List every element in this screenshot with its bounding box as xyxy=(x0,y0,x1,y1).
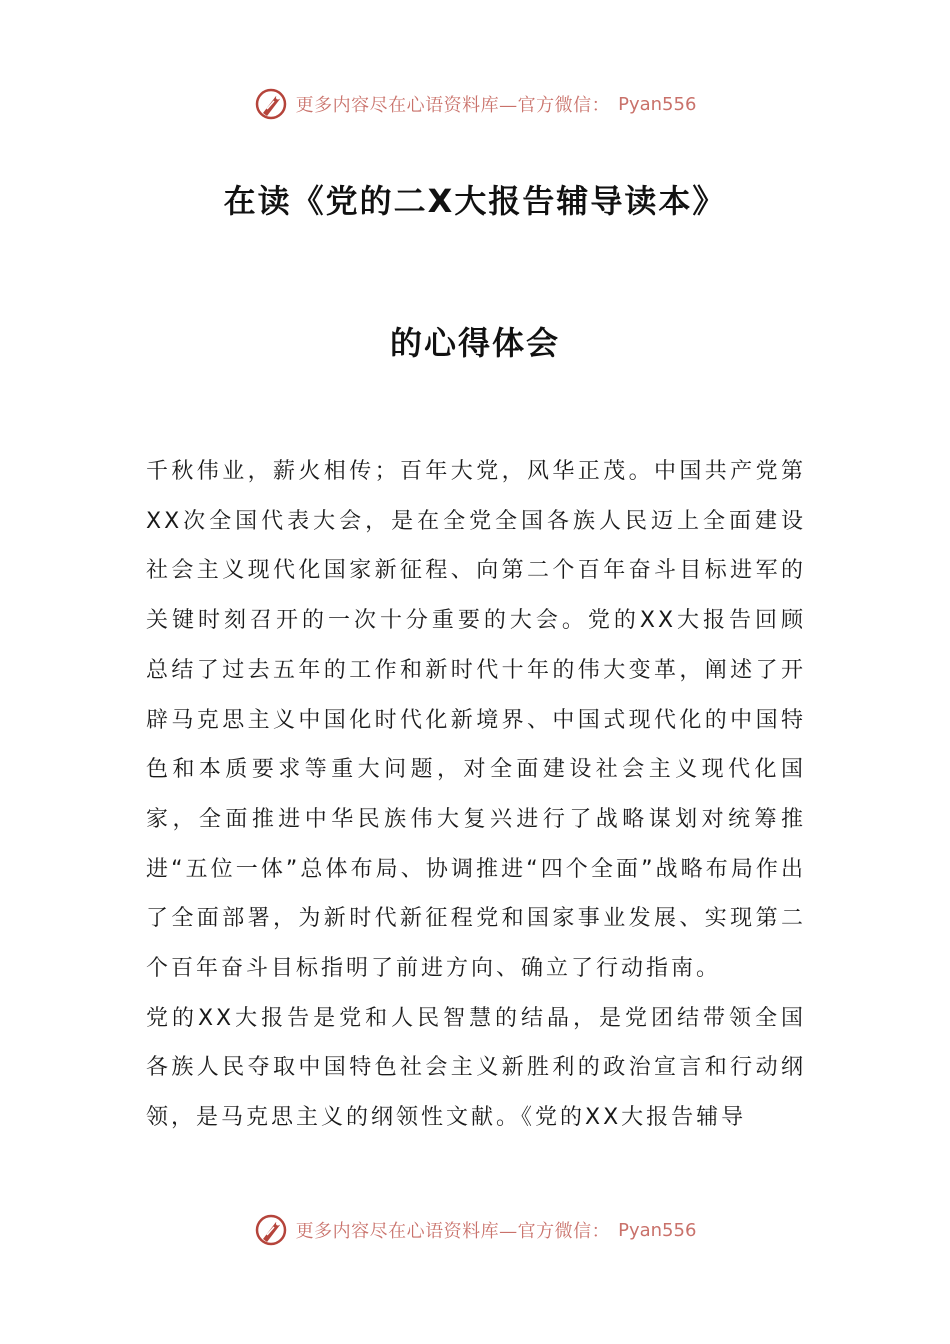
banner-text: 更多内容尽在心语资料库—官方微信： xyxy=(295,95,611,116)
pen-nib-logo-icon xyxy=(254,87,288,121)
document-title-line-1: 在读《党的二X大报告辅导读本》 xyxy=(223,182,727,220)
pen-nib-logo-icon xyxy=(254,1213,288,1247)
banner-wechat-id: Pyan556 xyxy=(618,1219,697,1241)
header-banner xyxy=(0,84,950,124)
paragraph: 千秋伟业，薪火相传；百年大党，风华正茂。中国共产党第XX次全国代表大会，是在全党全国各族人民迈上全面建设社会主义现代化国家新征程、向第二个百年奋斗目标进军的关键时刻召开的一次十分重要的大会。党的XX大报告回顾总结了过去五年的工作和新时代十年的伟大变革，阐述了开辟马克思主义中国化时代化新境界、中国式现代化的中国特色和本质要求等重大问题，对全面建设社会主义现代化国家，全面推进中华民族伟大复兴进行了战略谋划对统筹推进“五位一体”总体布局、协调推进“四个全面”战略布局作出了全面部署，为新时代新征程党和国家事业发展、实现第二个百年奋斗目标指明了前进方向、确立了行动指南。 xyxy=(146,459,806,982)
document-title-line-2: 的心得体会 xyxy=(389,324,560,362)
paragraph: 党的XX大报告是党和人民智慧的结晶，是党团结带领全国各族人民夺取中国特色社会主义新胜利的政治宣言和行动纲领，是马克思主义的纲领性文献。《党的XX大报告辅导 xyxy=(146,1005,806,1131)
banner-text: 更多内容尽在心语资料库—官方微信： xyxy=(295,1221,611,1242)
document-body xyxy=(146,447,806,1143)
footer-banner xyxy=(0,1210,950,1250)
banner-wechat-id: Pyan556 xyxy=(618,93,697,115)
